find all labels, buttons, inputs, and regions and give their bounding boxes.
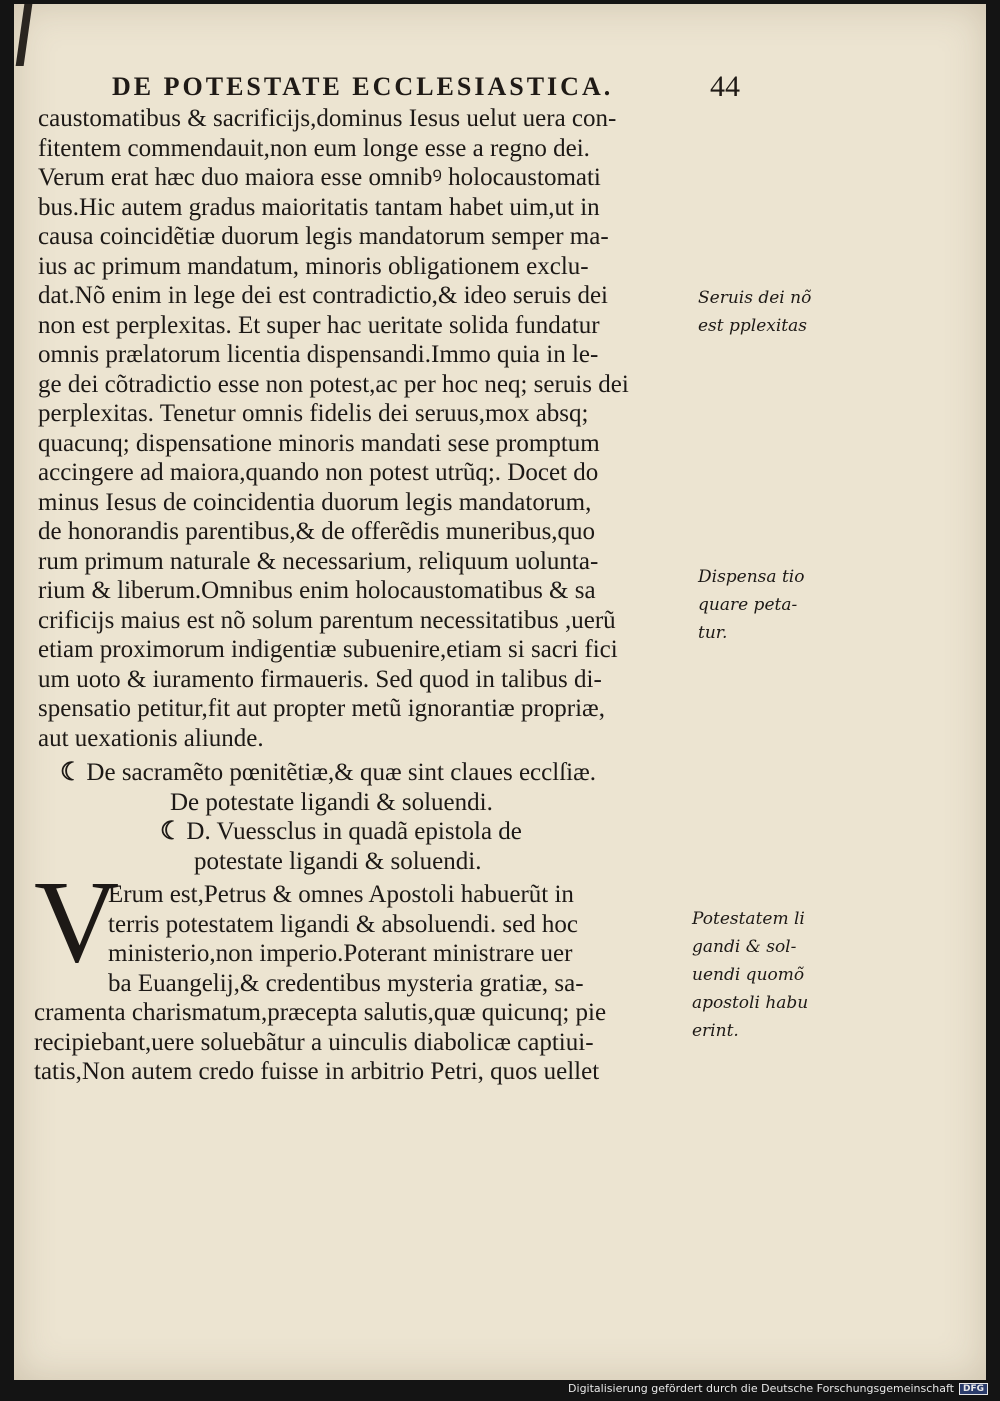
text-line: omnis prælatorum licentia dispensandi.Immo quia in le- — [38, 341, 599, 368]
text-line: Erum est,Petrus & omnes Apostoli habuerũt in — [108, 881, 574, 908]
digitization-credit — [568, 1382, 988, 1395]
body-paragraph-2 — [34, 880, 684, 1087]
text-line: ministerio,non imperio.Poterant ministrare uer — [108, 940, 573, 967]
text-line: ge dei cõtradictio esse non potest,ac per hoc neq; seruis dei — [38, 370, 629, 398]
body-paragraph-1 — [38, 104, 688, 753]
heading-line: De potestate ligandi & soluendi. — [170, 788, 493, 816]
margin-note: Potestatem li gandi & sol- uendi quomõ apostoli habu erint. — [692, 909, 809, 1041]
text-line: bus.Hic autem gradus maioritatis tantam habet uim,ut in — [38, 193, 600, 221]
pilcrow-icon: ☾ — [60, 759, 83, 786]
pilcrow-icon: ☾ — [160, 818, 183, 845]
text-line: terris potestatem ligandi & absoluendi. sed hoc — [108, 910, 579, 938]
text-line: causa coincidẽtiæ duorum legis mandatorum semper ma- — [38, 223, 609, 250]
text-line: etiam proximorum indigentiæ subuenire,etiam si sacri fici — [38, 636, 618, 663]
text-line: quacunq; dispensatione minoris mandati sese promptum — [38, 429, 600, 457]
text-line: spensatio petitur,fit aut propter metũ ignorantiæ propriæ, — [38, 695, 605, 722]
text-line: rum primum naturale & necessarium, reliquum uolunta- — [38, 547, 599, 575]
text-line: de honorandis parentibus,& de offerẽdis muneribus,quo — [38, 518, 596, 545]
text-line: minus Iesus de coincidentia duorum legis mandatorum, — [38, 488, 592, 516]
text-line: non est perplexitas. Et super hac ueritate solida fundatur — [38, 311, 600, 339]
section-heading — [60, 758, 680, 876]
credit-text: Digitalisierung gefördert durch die Deutsche Forschungsgemeinschaft — [568, 1382, 954, 1395]
drop-cap-initial: V — [34, 856, 120, 987]
text-line: caustomatibus & sacrificijs,dominus Iesus uelut uera con- — [38, 105, 617, 132]
dfg-logo[interactable]: DFG — [959, 1383, 988, 1395]
heading-line: potestate ligandi & soluendi. — [194, 847, 482, 875]
page-number: 44 — [710, 70, 740, 103]
text-line: recipiebant,uere soluebãtur a uinculis diabolicæ captiui- — [34, 1028, 594, 1056]
text-line: rium & liberum.Omnibus enim holocaustomatibus & sa — [38, 577, 596, 604]
margin-note: Dispensa tio quare peta- tur. — [698, 567, 805, 643]
text-line: accingere ad maiora,quando non potest utrũq;. Docet do — [38, 459, 599, 486]
heading-line: De sacramẽto pœnitẽtiæ,& quæ sint claues ecclſiæ. — [86, 759, 597, 786]
text-line: tatis,Non autem credo fuisse in arbitrio Petri, quos uellet — [34, 1058, 600, 1085]
text-line: ba Euangelij,& credentibus mysteria gratiæ, sa- — [108, 969, 584, 997]
text-line: Verum erat hæc duo maiora esse omnibꝰ holocaustomati — [38, 164, 601, 191]
heading-line: D. Vuessclus in quadã epistola de — [186, 818, 522, 845]
text-line: aut uexationis aliunde. — [38, 724, 264, 752]
text-line: dat.Nõ enim in lege dei est contradictio,& ideo seruis dei — [38, 282, 608, 309]
text-line: ius ac primum mandatum, minoris obligationem exclu- — [38, 252, 589, 280]
text-line: cramenta charismatum,præcepta salutis,quæ quicunq; pie — [34, 999, 607, 1026]
margin-note: Seruis dei nõ est pplexitas — [698, 288, 812, 336]
text-line: um uoto & iuramento firmaueris. Sed quod in talibus di- — [38, 665, 602, 693]
text-line: crificijs maius est nõ solum parentum necessitatibus ,uerũ — [38, 606, 616, 634]
running-head: DE POTESTATE ECCLESIASTICA. — [112, 72, 614, 101]
text-line: perplexitas. Tenetur omnis fidelis dei seruus,mox absq; — [38, 400, 589, 427]
text-line: fitentem commendauit,non eum longe esse a regno dei. — [38, 134, 590, 162]
